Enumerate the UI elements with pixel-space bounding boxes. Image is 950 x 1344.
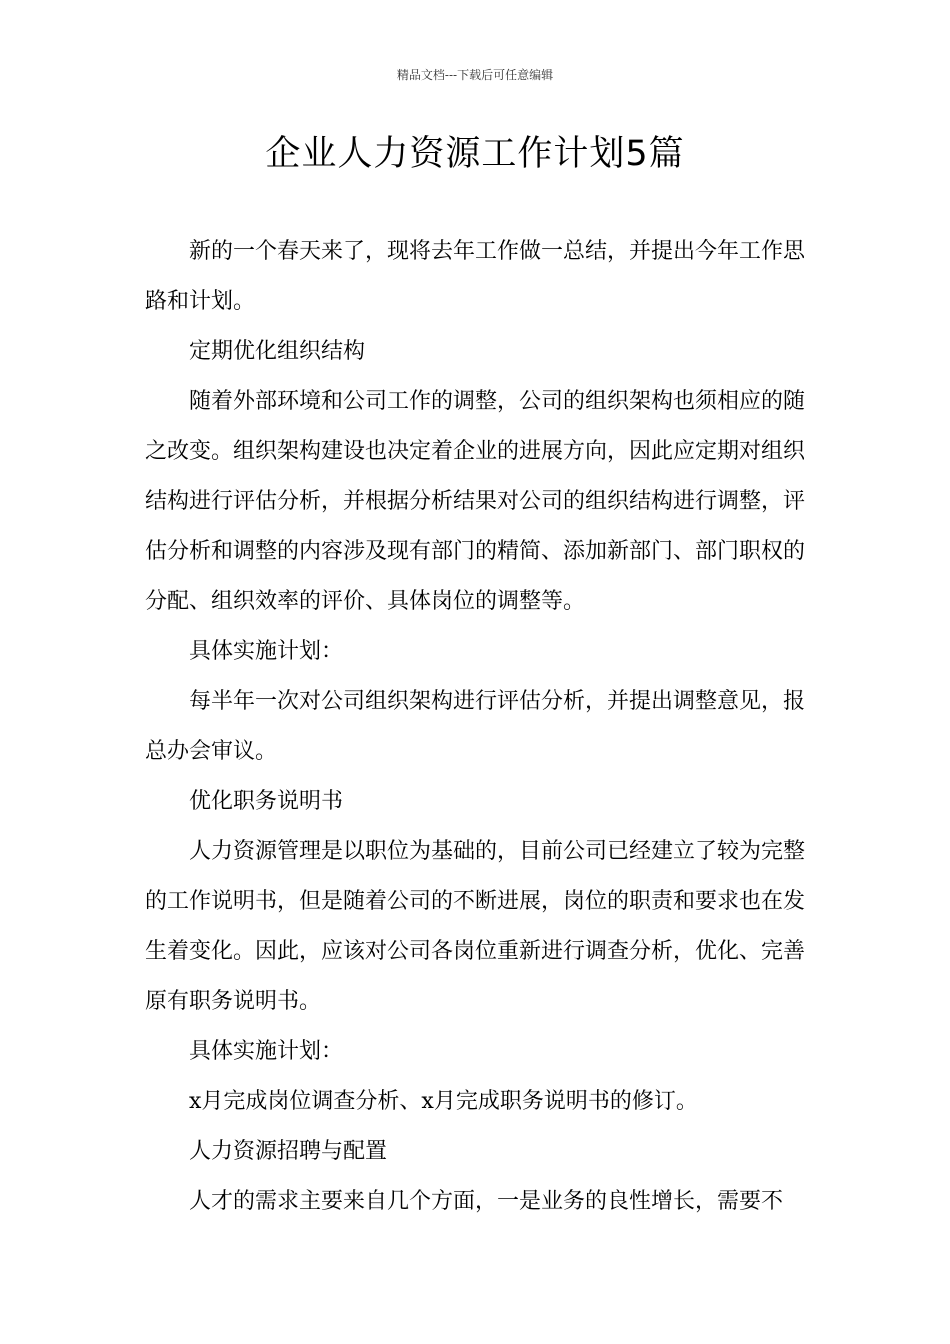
paragraph-implementation-1: 每半年一次对公司组织架构进行评估分析，并提出调整意见，报总办会审议。 bbox=[145, 689, 806, 764]
document-body bbox=[145, 227, 809, 1227]
heading-implementation-1: 具体实施计划： bbox=[189, 639, 344, 664]
heading-job-description: 优化职务说明书 bbox=[189, 789, 344, 814]
heading-implementation-2: 具体实施计划： bbox=[189, 1039, 344, 1064]
paragraph-recruitment: 人才的需求主要来自几个方面，一是业务的良性增长，需要不 bbox=[189, 1189, 784, 1214]
heading-recruitment: 人力资源招聘与配置 bbox=[189, 1139, 388, 1164]
heading-optimize-structure: 定期优化组织结构 bbox=[189, 339, 366, 364]
page-header: 精品文档---下载后可任意编辑 bbox=[396, 68, 554, 82]
paragraph-implementation-2: x月完成岗位调查分析、x月完成职务说明书的修订。 bbox=[189, 1089, 698, 1114]
paragraph-structure: 随着外部环境和公司工作的调整，公司的组织架构也须相应的随之改变。组织架构建设也决定着企业的进展方向，因此应定期对组织结构进行评估分析，并根据分析结果对公司的组织结构进行调整，评估分析和调整的内容涉及现有部门的精简、添加新部门、部门职权的分配、组织效率的评价、具体岗位的调整等。 bbox=[145, 389, 806, 614]
paragraph-job-description: 人力资源管理是以职位为基础的，目前公司已经建立了较为完整的工作说明书，但是随着公司的不断进展，岗位的职责和要求也在发生着变化。因此，应该对公司各岗位重新进行调查分析，优化、完善原有职务说明书。 bbox=[145, 839, 806, 1014]
document-title: 企业人力资源工作计划5篇 bbox=[265, 134, 685, 174]
paragraph-intro: 新的一个春天来了，现将去年工作做一总结，并提出今年工作思路和计划。 bbox=[145, 239, 806, 314]
